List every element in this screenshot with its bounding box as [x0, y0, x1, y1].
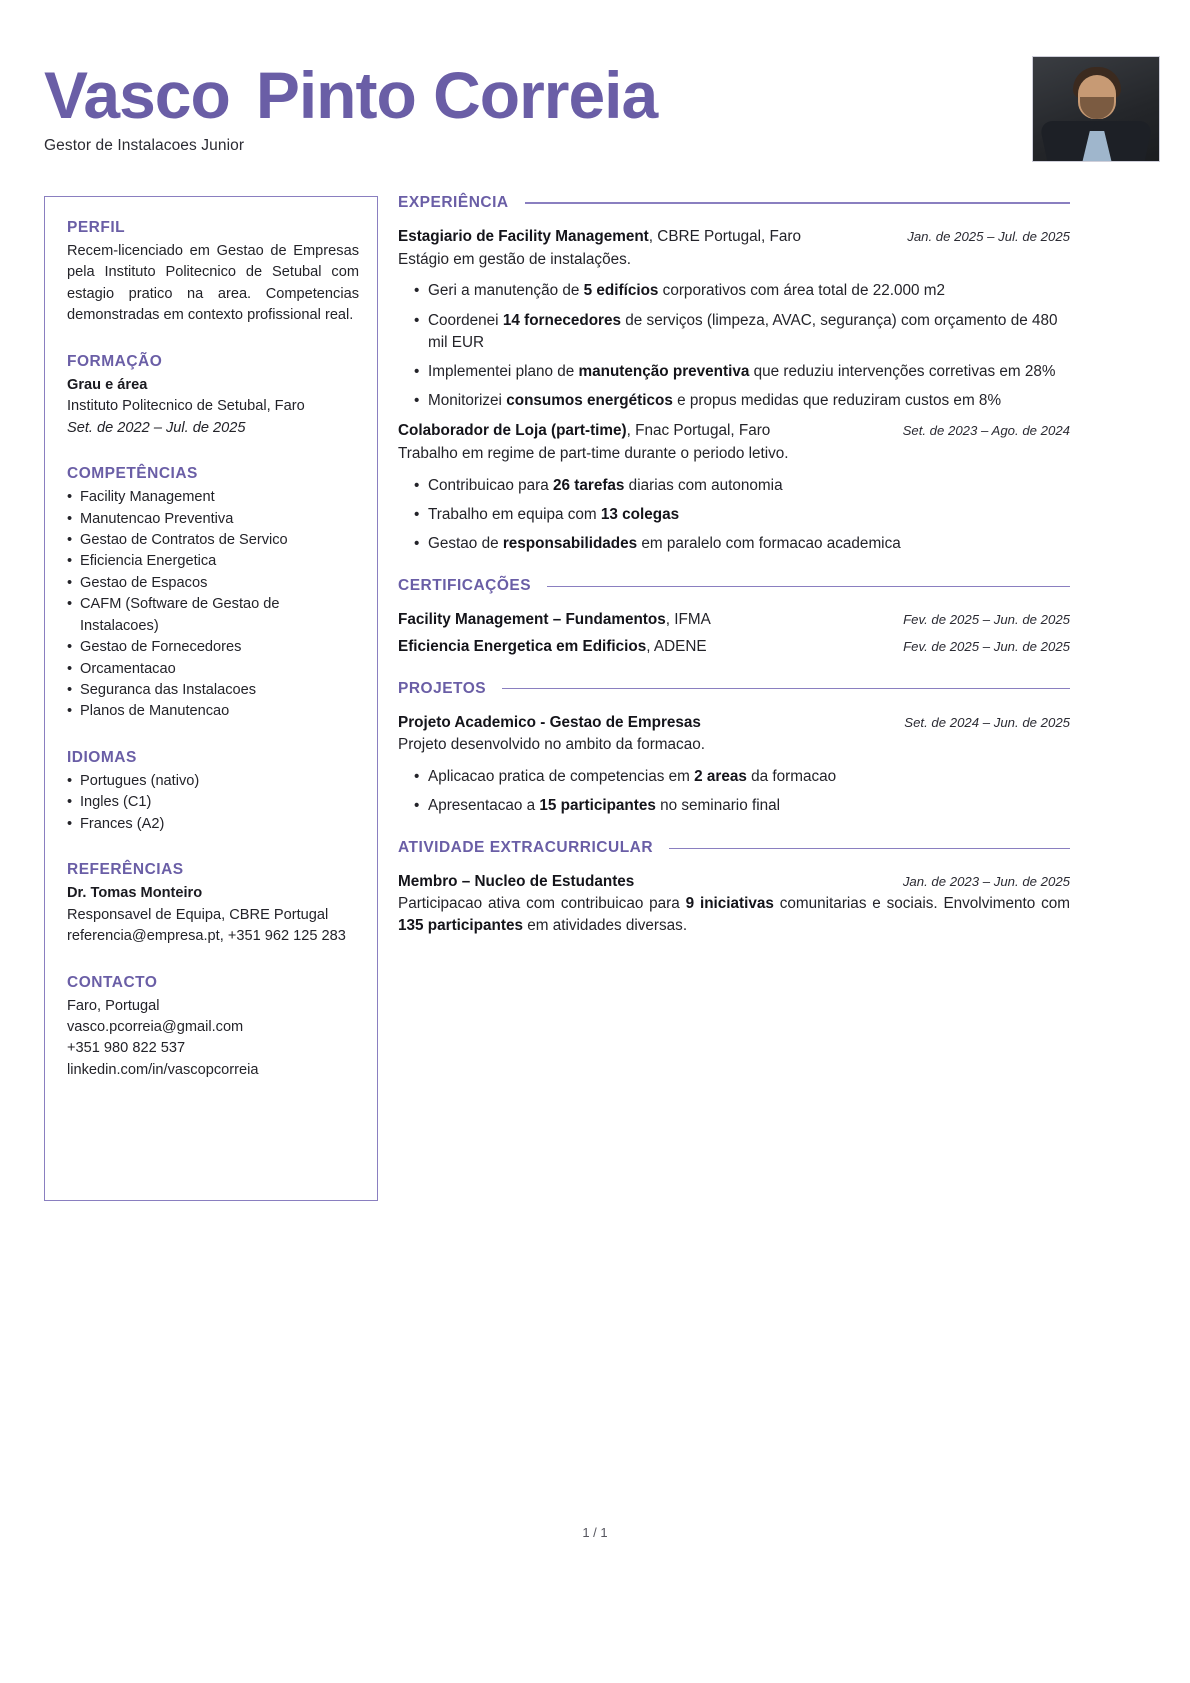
entry-header	[398, 609, 1070, 631]
sidebar-section-formacao	[67, 353, 359, 439]
entry-summary: Estágio em gestão de instalações.	[398, 250, 631, 268]
experience-entry	[398, 420, 1070, 555]
entry-summary: Projeto desenvolvido no ambito da formacao.	[398, 736, 705, 754]
entry-title	[398, 712, 701, 734]
entry-header	[398, 420, 1070, 442]
experience-entry	[398, 226, 1070, 412]
sidebar	[44, 196, 378, 1201]
section-header	[398, 839, 1070, 857]
entry-header	[398, 712, 1070, 734]
formacao-institution: Instituto Politecnico de Setubal, Faro	[67, 398, 305, 415]
list-item: • Geri a manutenção de 5 edifícios corporativos com área total de 22.000 m2	[398, 280, 1070, 302]
list-item: • Gestao de Espacos	[67, 573, 359, 594]
activity-paragraph: Participacao ativa com contribuicao para 9 iniciativas comunitarias e sociais. Envolvimento com 135 participantes em atividades diversas.	[398, 895, 1070, 935]
section-header	[398, 577, 1070, 595]
section-title-extracurricular: ATIVIDADE EXTRACURRICULAR	[398, 839, 654, 857]
activity-name: Membro – Nucleo de Estudantes	[398, 873, 635, 891]
entry-header	[398, 226, 1070, 248]
list-item: • Gestao de Fornecedores	[67, 637, 359, 658]
entry-title	[398, 636, 707, 658]
certification-entry	[398, 609, 1070, 631]
contact-phone[interactable]: +351 980 822 537	[67, 1040, 186, 1057]
cert-issuer: , ADENE	[646, 637, 707, 655]
cert-name: Facility Management – Fundamentos	[398, 611, 666, 629]
entry-header	[398, 636, 1070, 658]
contact-location: Faro, Portugal	[67, 997, 160, 1014]
name-block	[44, 58, 658, 155]
list-item: • Eficiencia Energetica	[67, 551, 359, 572]
sidebar-heading-contacto: CONTACTO	[67, 973, 158, 991]
section-title-certificacoes: CERTIFICAÇÕES	[398, 577, 532, 595]
list-item: • CAFM (Software de Gestao de Instalacoes)	[67, 594, 359, 637]
entry-title	[398, 609, 711, 631]
contact-linkedin[interactable]: linkedin.com/in/vascopcorreia	[67, 1061, 259, 1078]
page-footer	[0, 1525, 1190, 1540]
formacao-degree: Grau e área	[67, 376, 148, 393]
list-item: • Facility Management	[67, 487, 359, 508]
entry-company: , Fnac Portugal, Faro	[626, 422, 771, 440]
section-rule	[547, 586, 1070, 587]
sidebar-section-contacto	[67, 974, 359, 1082]
reference-name: Dr. Tomas Monteiro	[67, 885, 203, 902]
list-item: • Implementei plano de manutenção preventiva que reduziu intervenções corretivas em 28%	[398, 361, 1070, 383]
list-item: • Ingles (C1)	[67, 792, 359, 813]
sidebar-heading-competencias: COMPETÊNCIAS	[67, 465, 198, 483]
entry-header	[398, 871, 1070, 893]
sidebar-heading-referencias: REFERÊNCIAS	[67, 861, 184, 879]
sidebar-section-referencias	[67, 861, 359, 947]
idiomas-list	[67, 771, 359, 835]
section-extracurricular	[398, 839, 1070, 937]
job-title: Gestor de Instalacoes Junior	[44, 137, 245, 154]
entry-company: , CBRE Portugal, Faro	[648, 228, 801, 245]
entry-title	[398, 226, 801, 248]
page-indicator: 1 / 1	[582, 1525, 608, 1540]
sidebar-section-idiomas	[67, 749, 359, 835]
project-entry	[398, 712, 1070, 818]
section-experiencia	[398, 194, 1070, 555]
formacao-dates: Set. de 2022 – Jul. de 2025	[67, 419, 246, 436]
entry-title	[398, 871, 634, 893]
entry-date: Fev. de 2025 – Jun. de 2025	[903, 638, 1070, 654]
list-item: • Planos de Manutencao	[67, 701, 359, 722]
entry-bullets	[398, 766, 1070, 817]
list-item: • Orcamentacao	[67, 659, 359, 680]
main-content	[398, 194, 1070, 960]
first-name: Vasco	[44, 58, 230, 132]
section-certificacoes	[398, 577, 1070, 657]
list-item: • Seguranca das Instalacoes	[67, 680, 359, 701]
cert-issuer: , IFMA	[665, 611, 711, 629]
list-item: • Coordenei 14 fornecedores de serviços (limpeza, AVAC, segurança) com orçamento de 480 mil EUR	[398, 310, 1070, 354]
sidebar-section-competencias	[67, 465, 359, 723]
extracurricular-entry	[398, 871, 1070, 937]
full-name	[44, 58, 658, 132]
sidebar-heading-idiomas: IDIOMAS	[67, 748, 137, 766]
list-item: • Contribuicao para 26 tarefas diarias com autonomia	[398, 475, 1070, 497]
portrait-photo	[1032, 56, 1160, 162]
section-rule	[669, 848, 1070, 849]
list-item: • Gestao de responsabilidades em paralelo com formacao academica	[398, 533, 1070, 555]
list-item: • Apresentacao a 15 participantes no seminario final	[398, 795, 1070, 817]
certification-entry	[398, 636, 1070, 658]
resume-header	[0, 0, 1190, 186]
list-item: • Portugues (nativo)	[67, 771, 359, 792]
entry-date: Set. de 2024 – Jun. de 2025	[904, 714, 1070, 730]
entry-bullets	[398, 475, 1070, 556]
entry-bullets	[398, 280, 1070, 412]
cert-name: Eficiencia Energetica em Edificios	[398, 637, 647, 655]
list-item: • Frances (A2)	[67, 814, 359, 835]
reference-contact: referencia@empresa.pt, +351 962 125 283	[67, 928, 346, 945]
section-header	[398, 194, 1070, 212]
section-title-experiencia: EXPERIÊNCIA	[398, 194, 509, 211]
competencias-list	[67, 487, 359, 723]
reference-role: Responsavel de Equipa, CBRE Portugal	[67, 906, 329, 923]
entry-summary: Trabalho em regime de part-time durante o periodo letivo.	[398, 445, 789, 463]
sidebar-section-perfil	[67, 219, 359, 327]
perfil-text: Recem-licenciado em Gestao de Empresas pela Instituto Politecnico de Setubal com estagio pratico na area. Competencias demonstradas em contexto profissional real.	[67, 243, 359, 324]
section-projetos	[398, 680, 1070, 818]
section-rule	[502, 688, 1070, 689]
contact-email[interactable]: vasco.pcorreia@gmail.com	[67, 1018, 244, 1035]
project-name: Projeto Academico - Gestao de Empresas	[398, 713, 701, 731]
sidebar-heading-formacao: FORMAÇÃO	[67, 352, 163, 370]
entry-date: Jan. de 2023 – Jun. de 2025	[902, 874, 1070, 890]
section-title-projetos: PROJETOS	[398, 679, 487, 697]
sidebar-heading-perfil: PERFIL	[67, 219, 126, 236]
section-rule	[525, 202, 1070, 203]
list-item: • Aplicacao pratica de competencias em 2 areas da formacao	[398, 766, 1070, 788]
entry-date: Fev. de 2025 – Jun. de 2025	[903, 612, 1070, 628]
list-item: • Trabalho em equipa com 13 colegas	[398, 504, 1070, 526]
entry-role: Estagiario de Facility Management	[398, 228, 649, 245]
list-item: • Monitorizei consumos energéticos e propus medidas que reduziram custos em 8%	[398, 390, 1070, 412]
entry-date: Set. de 2023 – Ago. de 2024	[902, 423, 1070, 439]
entry-date: Jan. de 2025 – Jul. de 2025	[907, 229, 1070, 244]
last-name: Pinto Correia	[255, 58, 658, 132]
entry-role: Colaborador de Loja (part-time)	[398, 422, 627, 440]
list-item: • Manutencao Preventiva	[67, 509, 359, 530]
entry-title	[398, 420, 770, 442]
list-item: • Gestao de Contratos de Servico	[67, 530, 359, 551]
section-header	[398, 680, 1070, 698]
